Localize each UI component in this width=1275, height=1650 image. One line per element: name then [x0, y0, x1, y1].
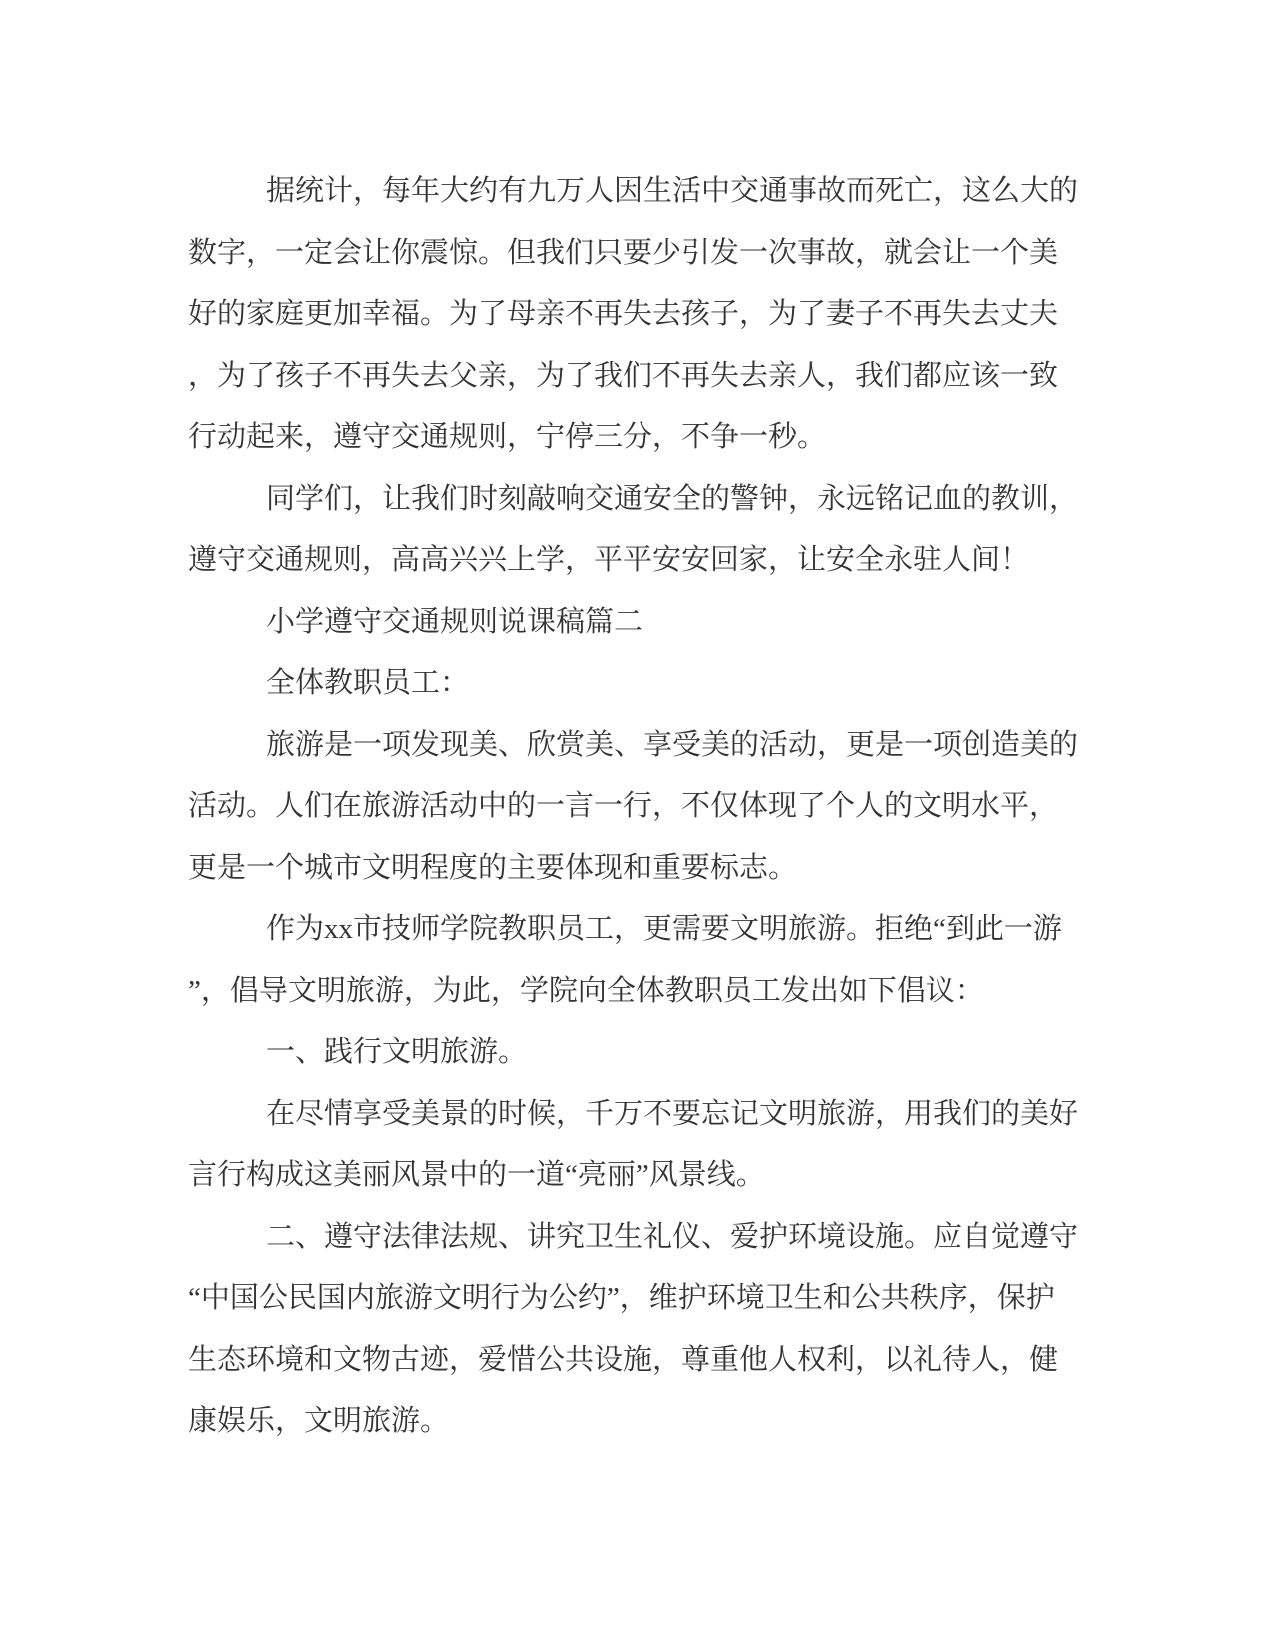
paragraph: [188, 715, 1148, 900]
text-line: 在尽情享受美景的时候，千万不要忘记文明旅游，用我们的美好: [266, 1097, 1079, 1130]
text-line: “中国公民国内旅游文明行为公约”，维护环境卫生和公共秩序，保护: [188, 1282, 1055, 1314]
paragraph: [188, 899, 1148, 1022]
text-line: 言行构成这美丽风景中的一道“亮丽”风景线。: [188, 1159, 765, 1191]
document-body: [188, 161, 1148, 1453]
text-line: 康娱乐，文明旅游。: [188, 1405, 450, 1437]
text-line: 数字，一定会让你震惊。但我们只要少引发一次事故，就会让一个美: [188, 236, 1059, 269]
text-line: ，为了孩子不再失去父亲，为了我们不再失去亲人，我们都应该一致: [188, 359, 1059, 392]
paragraph: [188, 469, 1148, 592]
text-line: 行动起来，遵守交通规则，宁停三分，不争一秒。: [188, 421, 827, 453]
text-line: 作为xx市技师学院教职员工，更需要文明旅游。拒绝“到此一游: [266, 913, 1062, 945]
text-line: 好的家庭更加幸福。为了母亲不再失去孩子，为了妻子不再失去丈夫: [188, 298, 1059, 330]
text-line: 全体教职员工：: [266, 667, 470, 699]
text-line: 生态环境和文物古迹，爱惜公共设施，尊重他人权利，以礼待人，健: [188, 1343, 1059, 1376]
paragraph: [188, 653, 1148, 715]
paragraph: [188, 592, 1148, 654]
paragraph: [188, 1084, 1148, 1207]
text-line: 旅游是一项发现美、欣赏美、享受美的活动，更是一项创造美的: [266, 728, 1079, 761]
text-line: 据统计，每年大约有九万人因生活中交通事故而死亡，这么大的: [266, 175, 1079, 207]
text-line: ”，倡导文明旅游，为此，学院向全体教职员工发出如下倡议：: [188, 974, 984, 1007]
text-line: 小学遵守交通规则说课稿篇二: [266, 605, 644, 638]
text-line: 遵守交通规则，高高兴兴上学，平平安安回家，让安全永驻人间！: [188, 544, 1030, 576]
text-line: 同学们，让我们时刻敲响交通安全的警钟，永远铭记血的教训，: [266, 482, 1079, 515]
text-line: 更是一个城市文明程度的主要体现和重要标志。: [188, 851, 798, 884]
paragraph: [188, 1022, 1148, 1084]
text-line: 活动。人们在旅游活动中的一言一行，不仅体现了个人的文明水平，: [188, 790, 1059, 822]
paragraph: [188, 1207, 1148, 1453]
paragraph: [188, 161, 1148, 469]
text-line: 一、践行文明旅游。: [266, 1036, 528, 1068]
text-line: 二、遵守法律法规、讲究卫生礼仪、爱护环境设施。应自觉遵守: [266, 1220, 1079, 1253]
